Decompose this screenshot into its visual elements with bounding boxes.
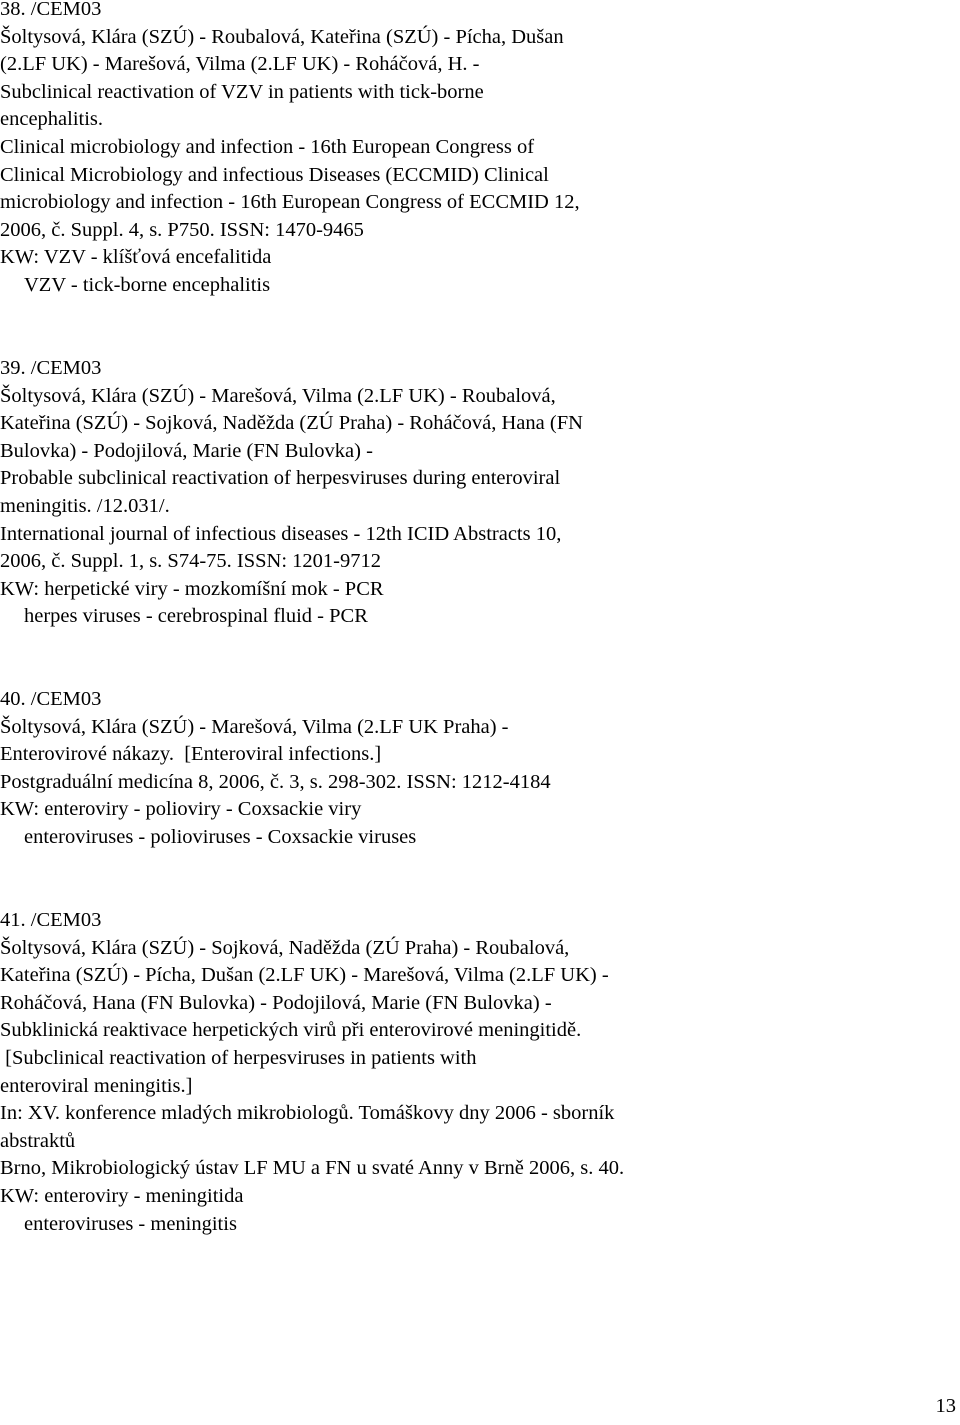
record-entry-38 [0, 0, 950, 300]
record-line: In: XV. konference mladých mikrobiologů. Tomáškovy dny 2006 - sborník [0, 1102, 615, 1125]
keywords-english: enteroviruses - polioviruses - Coxsackie viruses [24, 825, 417, 848]
record-line: Subklinická reaktivace herpetických virů při enterovirové meningitidě. [0, 1019, 582, 1042]
record-line: Probable subclinical reactivation of herpesviruses during enteroviral [0, 467, 561, 490]
record-entry-40 [0, 686, 950, 852]
keywords-english: herpes viruses - cerebrospinal fluid - PCR [24, 605, 368, 628]
record-line: 2006, č. Suppl. 4, s. P750. ISSN: 1470-9465 [0, 218, 364, 241]
page-number: 13 [935, 1395, 956, 1417]
record-line: Clinical microbiology and infection - 16th European Congress of [0, 135, 535, 158]
record-header: 40. /CEM03 [0, 688, 102, 710]
record-entry-41 [0, 907, 950, 1238]
record-line: Šoltysová, Klára (SZÚ) - Marešová, Vilma (2.LF UK) - Roubalová, [0, 384, 556, 407]
record-line: Clinical Microbiology and infectious Diseases (ECCMID) Clinical [0, 163, 549, 186]
record-entry-39 [0, 355, 950, 631]
record-line: Kateřina (SZÚ) - Sojková, Naděžda (ZÚ Praha) - Roháčová, Hana (FN [0, 412, 583, 435]
record-line: enteroviral meningitis.] [0, 1074, 193, 1097]
record-line: abstraktů [0, 1129, 76, 1152]
keywords-english: VZV - tick-borne encephalitis [24, 273, 271, 296]
record-line: Šoltysová, Klára (SZÚ) - Sojková, Naděžda (ZÚ Praha) - Roubalová, [0, 936, 570, 959]
record-line: encephalitis. [0, 108, 104, 131]
keywords-czech: KW: herpetické viry - mozkomíšní mok - PCR [0, 577, 384, 600]
record-header: 39. /CEM03 [0, 357, 102, 379]
record-line: [Subclinical reactivation of herpesviruses in patients with [0, 1046, 477, 1069]
record-line: Šoltysová, Klára (SZÚ) - Marešová, Vilma (2.LF UK Praha) - [0, 715, 509, 738]
record-line: Šoltysová, Klára (SZÚ) - Roubalová, Kateřina (SZÚ) - Pícha, Dušan [0, 25, 564, 48]
keywords-czech: KW: enteroviry - meningitida [0, 1184, 244, 1207]
keywords-czech: KW: enteroviry - polioviry - Coxsackie viry [0, 798, 362, 821]
keywords-czech: KW: VZV - klíšťová encefalitida [0, 246, 272, 269]
record-line: Brno, Mikrobiologický ústav LF MU a FN u svaté Anny v Brně 2006, s. 40. [0, 1157, 625, 1180]
record-line: Roháčová, Hana (FN Bulovka) - Podojilová, Marie (FN Bulovka) - [0, 991, 552, 1014]
record-line: microbiology and infection - 16th European Congress of ECCMID 12, [0, 191, 580, 214]
record-line: Enterovirové nákazy. [Enteroviral infections.] [0, 743, 382, 766]
record-line: Kateřina (SZÚ) - Pícha, Dušan (2.LF UK) - Marešová, Vilma (2.LF UK) - [0, 964, 609, 987]
record-line: International journal of infectious diseases - 12th ICID Abstracts 10, [0, 522, 562, 545]
record-line: Postgraduální medicína 8, 2006, č. 3, s. 298-302. ISSN: 1212-4184 [0, 770, 551, 793]
record-line: 2006, č. Suppl. 1, s. S74-75. ISSN: 1201-9712 [0, 550, 381, 573]
record-line: Subclinical reactivation of VZV in patients with tick-borne [0, 80, 484, 103]
record-line: Bulovka) - Podojilová, Marie (FN Bulovka) - [0, 439, 373, 462]
record-line: meningitis. /12.031/. [0, 494, 170, 517]
record-header: 38. /CEM03 [0, 0, 102, 20]
keywords-english: enteroviruses - meningitis [24, 1212, 237, 1235]
record-line: (2.LF UK) - Marešová, Vilma (2.LF UK) - Roháčová, H. - [0, 53, 480, 76]
record-header: 41. /CEM03 [0, 909, 102, 931]
